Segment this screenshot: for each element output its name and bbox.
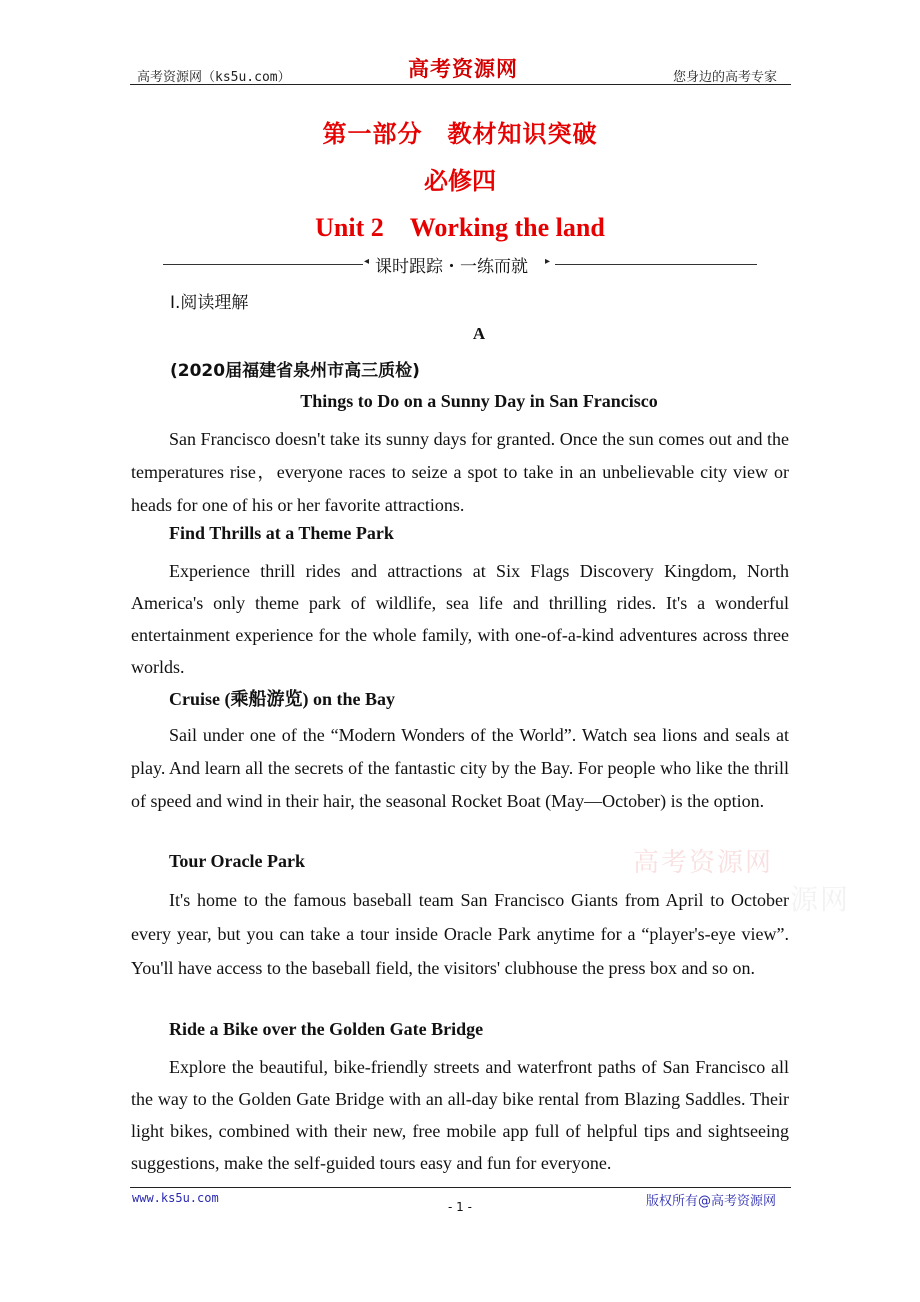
paragraph-theme-park: Experience thrill rides and attractions at Six Flags Discovery Kingdom, North America's only theme park of wildlife, sea life and thrilling rides. It's a wonderful entertainment experience for the whole family, with one-of-a-kind adventures across three worlds.: [131, 561, 789, 677]
intro-paragraph: San Francisco doesn't take its sunny days for granted. Once the sun comes out and the temperatures rise，everyone races to seize a spot to take in an unbelievable city view or heads for one of his or her favorite attractions.: [131, 429, 789, 515]
header-divider: [130, 84, 791, 85]
subheading-cruise: Cruise (乘船游览) on the Bay: [169, 689, 395, 709]
subheading-theme-park: Find Thrills at a Theme Park: [169, 523, 394, 543]
article-title: Things to Do on a Sunny Day in San Francisco: [300, 391, 658, 411]
watermark-faded: 源网: [790, 883, 851, 916]
subheading-bike: Ride a Bike over the Golden Gate Bridge: [169, 1019, 484, 1039]
banner-rule-left: [163, 264, 363, 265]
footer-url[interactable]: www.ks5u.com: [132, 1191, 219, 1205]
unit-title: Unit 2 Working the land: [315, 213, 605, 242]
paragraph-bike: Explore the beautiful, bike-friendly streets and waterfront paths of San Francisco all the way to the Golden Gate Bridge with an all-day bike rental from Blazing Saddles. Their light bikes, combined with their new, free mobile app full of helpful tips and sightseeing suggestions, make the self-guided tours easy and fun for everyone.: [131, 1057, 789, 1173]
footer-copyright: 版权所有@高考资源网: [646, 1194, 777, 1209]
part-title: 第一部分 教材知识突破: [322, 120, 598, 148]
book-title: 必修四: [424, 167, 496, 195]
banner-rule-right: [555, 264, 757, 265]
paragraph-oracle-park: It's home to the famous baseball team San Francisco Giants from April to October every year, but you can take a tour inside Oracle Park anytime for a “player's-eye view”. You'll have access to the baseball field, the visitors' clubhouse the press box and so on.: [131, 890, 789, 978]
header-slogan: 您身边的高考专家: [673, 70, 778, 85]
passage-label: A: [472, 324, 486, 343]
watermark-logo: 高考资源网: [633, 848, 774, 878]
paragraph-cruise: Sail under one of the “Modern Wonders of the World”. Watch sea lions and seals at play. And learn all the secrets of the fantastic city by the Bay. For people who like the thrill of speed and wind in their hair, the seasonal Rocket Boat (May—October) is the option.: [131, 725, 789, 811]
header-logo: 高考资源网: [408, 56, 518, 81]
banner-arrow-right-icon: ▸: [545, 256, 551, 267]
section-heading: Ⅰ.阅读理解: [170, 293, 249, 313]
banner-label: 课时跟踪・一练而就: [375, 257, 528, 277]
subheading-oracle-park: Tour Oracle Park: [169, 851, 305, 871]
footer-divider: [130, 1187, 791, 1188]
source-note: (2020届福建省泉州市高三质检): [170, 361, 420, 381]
header-site-name: 高考资源网（ks5u.com）: [137, 70, 291, 85]
page-number: - 1 -: [448, 1200, 472, 1214]
banner-arrow-left-icon: ◂: [364, 256, 370, 267]
